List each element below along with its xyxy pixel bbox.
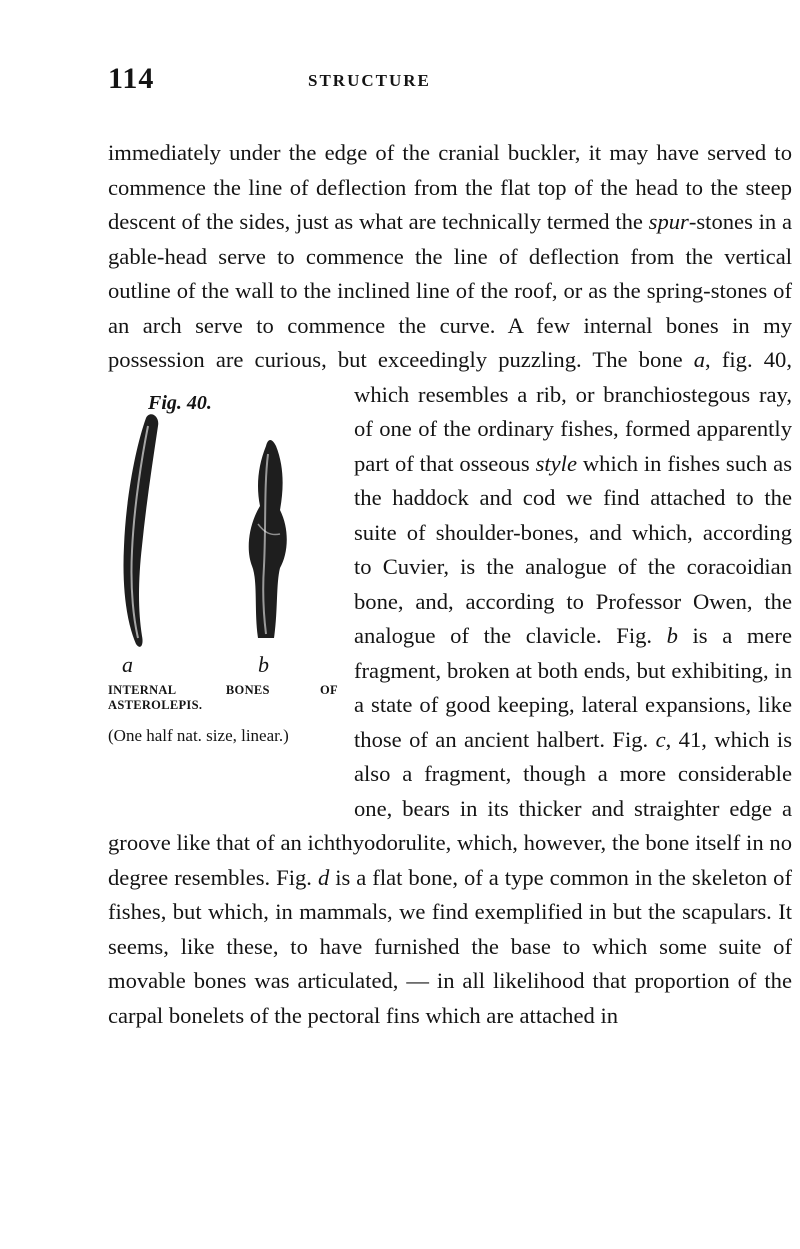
body-text	[108, 136, 792, 1033]
text-run: -stones in a gable-head serve to commence the line of deflection from the vertical outline of the wall to the inclined line of the roof, or as the spring-stones of an arch serve to commence the curve. A few internal bones in my possession are curious, but exceedingly puzzling. The bone	[108, 209, 792, 372]
figure-caption-scale: (One half nat. size, linear.)	[108, 725, 289, 745]
italic-term-spur: spur	[648, 209, 689, 234]
running-head: STRUCTURE	[308, 71, 431, 90]
figure-label: Fig. 40.	[148, 391, 212, 414]
text-run: , 41, which is also a fragment, though a more considerable one, bears in its thicker and straighter edge a groove like that of an ichthyodorulite, which, however, the bone itself in no degree resembles. Fig.	[108, 726, 792, 890]
figure-letter-b: b	[258, 651, 269, 677]
figure-caption: INTERNAL BONES OF ASTEROLEPIS.	[108, 682, 338, 712]
figure-40	[108, 378, 338, 796]
italic-ref-a: a	[693, 347, 706, 372]
page-header	[108, 62, 688, 106]
italic-ref-b: b	[666, 623, 678, 648]
italic-ref-d: d	[317, 864, 330, 890]
text-run: immediately under the edge of the cranial buckler, it may have served to commence the line of deflection from the flat top of the head to the steep descent of the sides, just as what are technically termed the	[108, 140, 792, 234]
paragraph	[108, 136, 792, 1033]
bone-a-drawing	[124, 414, 159, 647]
italic-term-style: style	[535, 450, 577, 476]
italic-ref-c: c	[655, 726, 666, 752]
bone-b-drawing	[249, 440, 287, 638]
text-run: , fig. 40, which resembles a rib, or branchiostegous ray, of one of the ordinary fishes, formed apparently part of that osseous	[354, 347, 792, 476]
figure-letter-a: a	[122, 651, 133, 677]
text-run: is a flat bone, of a type common in the skeleton of fishes, but which, in mammals, we find exemplified in but the scapulars. It seems, like these, to have furnished the base to which some suite of movable bones was articulated, — in all likelihood that proportion of the carpal bonelets of the pectoral fins which are attached in	[108, 864, 792, 1028]
page-number: 114	[108, 62, 155, 95]
text-run: is a mere fragment, broken at both ends, but exhibiting, in a state of good keeping, lateral expansions, like those of an ancient halbert. Fig.	[354, 623, 792, 752]
text-run: which in fishes such as the haddock and cod we find attached to the suite of shoulder-bones, and which, according to Cuvier, is the analogue of the coracoidian bone, and, according to Professor Owen, the analogue of the clavicle. Fig.	[354, 450, 792, 648]
bone-illustration	[108, 406, 328, 656]
